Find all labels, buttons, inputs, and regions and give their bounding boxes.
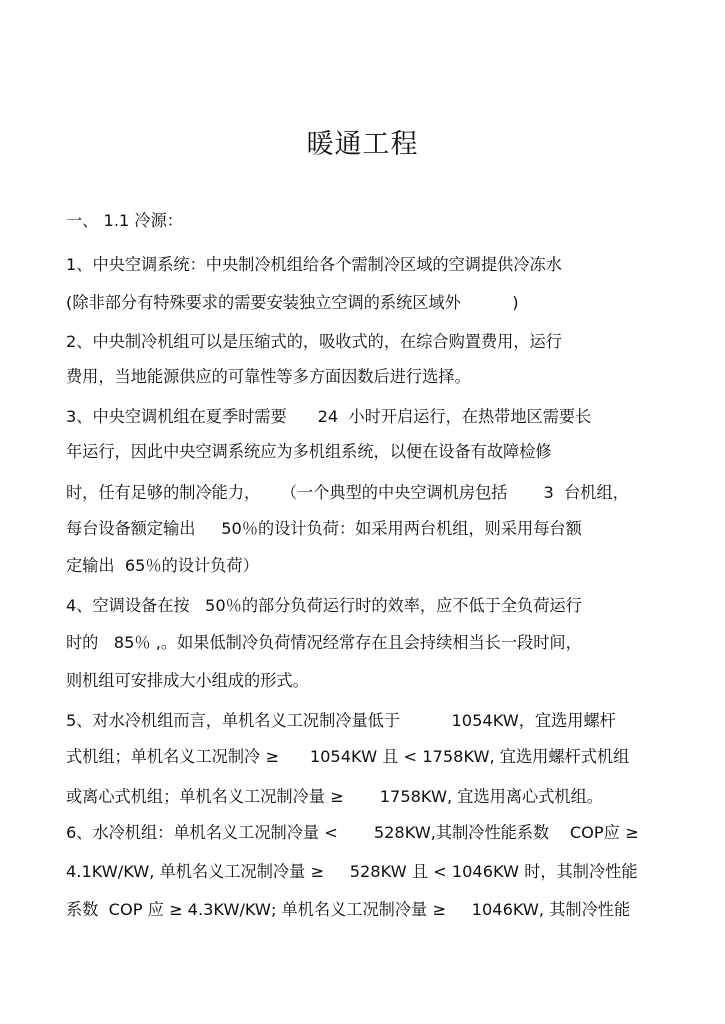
paragraph-line: 费用，当地能源供应的可靠性等多方面因数后进行选择。: [66, 367, 471, 386]
paragraph-line: 或离心式机组；单机名义工况制冷量 ≥ 1758KW, 宜选用离心式机组。: [66, 787, 603, 806]
paragraph-line: 时的 85％ ,。如果低制冷负荷情况经常存在且会持续相当长一段时间，: [66, 633, 582, 652]
paragraph-line: 则机组可安排成大小组成的形式。: [66, 671, 309, 690]
paragraph-line: 每台设备额定输出 50％的设计负荷：如采用两台机组，则采用每台额: [66, 519, 582, 538]
paragraph-line: 2、中央制冷机组可以是压缩式的，吸收式的，在综合购置费用，运行: [66, 332, 562, 351]
document-title: 暖通工程: [306, 129, 419, 160]
paragraph-line: 系数 COP 应 ≥ 4.3KW/KW; 单机名义工况制冷量 ≥ 1046KW, 其制冷性能: [66, 900, 631, 919]
paragraph-line: 3、中央空调机组在夏季时需要 24 小时开启运行，在热带地区需要长: [66, 407, 592, 426]
paragraph-line: 式机组；单机名义工况制冷 ≥ 1054KW 且 < 1758KW, 宜选用螺杆式机组: [66, 747, 630, 766]
section-heading: 一、 1.1 冷源：: [66, 211, 183, 230]
paragraph-line: 定输出 65％的设计负荷）: [66, 556, 259, 575]
paragraph-line: 时，任有足够的制冷能力， （一个典型的中央空调机房包括 3 台机组，: [66, 483, 629, 502]
paragraph-line: 4.1KW/KW, 单机名义工况制冷量 ≥ 528KW 且 < 1046KW 时，其制冷性能: [66, 862, 638, 881]
paragraph-line: (除非部分有特殊要求的需要安装独立空调的系统区域外 ): [66, 293, 519, 312]
paragraph-line: 4、空调设备在按 50％的部分负荷运行时的效率，应不低于全负荷运行: [66, 596, 582, 615]
paragraph-line: 6、水冷机组：单机名义工况制冷量 < 528KW,其制冷性能系数 COP应 ≥: [66, 823, 639, 842]
paragraph-line: 年运行，因此中央空调系统应为多机组系统，以便在设备有故障检修: [66, 442, 552, 461]
paragraph-line: 5、对水冷机组而言，单机名义工况制冷量低于 1054KW，宜选用螺杆: [66, 711, 616, 730]
paragraph-line: 1、中央空调系统：中央制冷机组给各个需制冷区域的空调提供冷冻水: [66, 255, 562, 274]
